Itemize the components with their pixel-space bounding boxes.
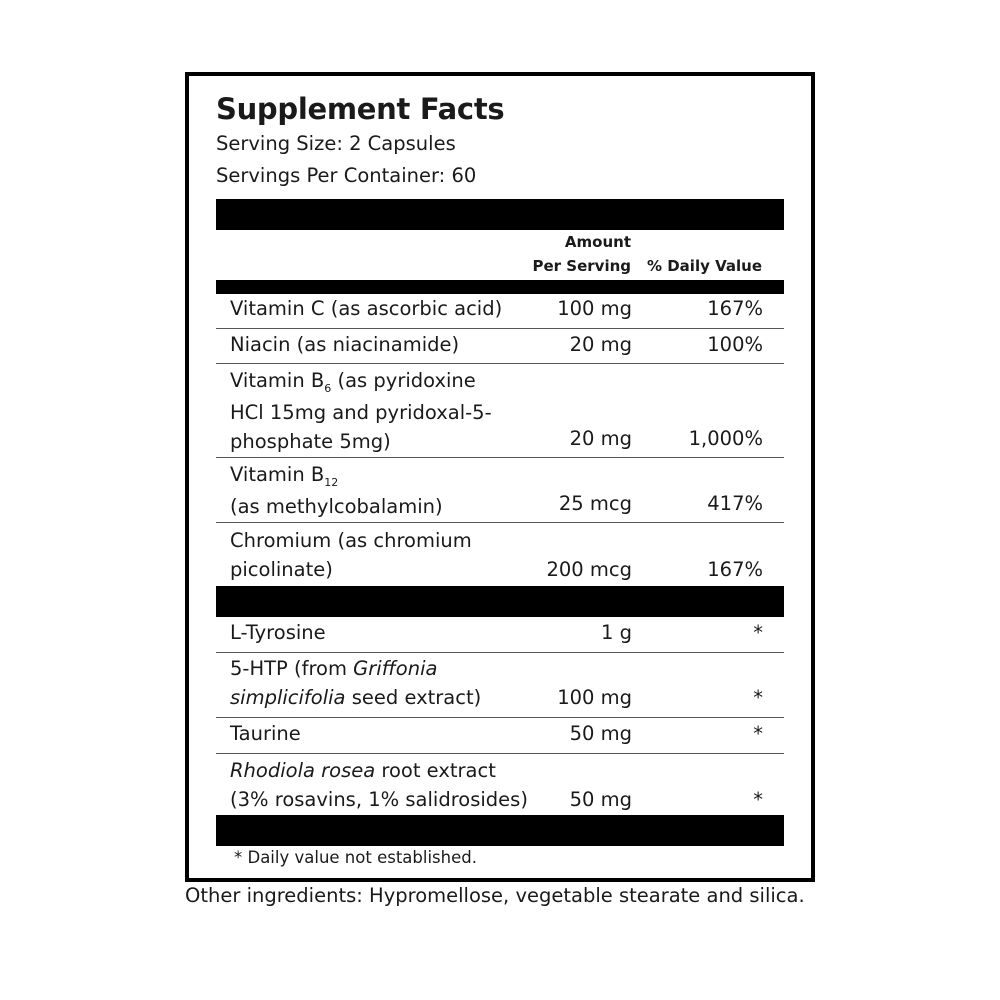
nutrient-daily-value: 1,000%: [688, 427, 763, 450]
thick-divider-top: [216, 199, 784, 230]
ingredient-name: [230, 654, 481, 712]
name-italic-part: Rhodiola rosea: [230, 759, 376, 782]
ingredient-row-5-htp: [216, 652, 784, 718]
nutrient-row-vitamin-b12: [216, 457, 784, 523]
nutrient-amount: 200 mcg: [546, 558, 632, 581]
thick-divider-middle: [216, 586, 784, 617]
panel-title: Supplement Facts: [216, 92, 505, 126]
ingredient-daily-value: *: [753, 722, 763, 745]
nutrient-amount: 100 mg: [557, 297, 632, 320]
nutrient-name: [230, 460, 443, 521]
ingredient-name-line2: [230, 683, 481, 712]
nutrient-name: [230, 366, 492, 456]
name-part: Vitamin B: [230, 369, 325, 392]
ingredient-row-l-tyrosine: [216, 617, 784, 653]
thick-divider-header: [216, 280, 784, 294]
daily-value-footnote: * Daily value not established.: [234, 848, 477, 867]
name-subscript: 12: [324, 476, 339, 489]
nutrient-name-line1: Chromium (as chromium: [230, 529, 472, 552]
nutrient-amount: 20 mg: [569, 333, 632, 356]
thick-divider-bottom: [216, 815, 784, 846]
amount-header-line1: Amount: [564, 233, 631, 251]
ingredient-name-line1: [230, 756, 528, 785]
nutrient-name-line1: [230, 460, 443, 492]
nutrient-name-line2: HCl 15mg and pyridoxal-5-: [230, 401, 492, 424]
amount-header-line2: Per Serving: [532, 257, 631, 275]
ingredient-amount: 50 mg: [569, 788, 632, 811]
ingredient-row-rhodiola-rosea: [216, 753, 784, 815]
ingredient-amount: 50 mg: [569, 722, 632, 745]
nutrient-name-line1: [230, 366, 492, 398]
nutrient-row-vitamin-b6: [216, 363, 784, 458]
nutrient-amount: 20 mg: [569, 427, 632, 450]
nutrient-name: Niacin (as niacinamide): [230, 333, 460, 356]
ingredient-name-line2: (3% rosavins, 1% salidrosides): [230, 788, 528, 811]
nutrient-name-line2: (as methylcobalamin): [230, 495, 443, 518]
ingredient-daily-value: *: [753, 788, 763, 811]
nutrient-name: [230, 526, 472, 584]
supplement-facts-panel: [185, 72, 815, 882]
ingredient-daily-value: *: [753, 621, 763, 644]
name-italic-part: simplicifolia: [230, 686, 346, 709]
name-part: seed extract): [345, 686, 482, 709]
name-part: (as pyridoxine: [331, 369, 476, 392]
nutrient-daily-value: 417%: [707, 492, 763, 515]
nutrient-row-vitamin-c: [216, 293, 784, 329]
nutrient-daily-value: 167%: [707, 558, 763, 581]
serving-size: Serving Size: 2 Capsules: [216, 132, 456, 155]
amount-per-serving-header: [533, 230, 632, 278]
name-subscript: 6: [324, 382, 332, 395]
ingredient-name: [230, 756, 528, 814]
nutrient-row-niacin: [216, 328, 784, 364]
nutrient-name-line3: phosphate 5mg): [230, 430, 391, 453]
nutrient-amount: 25 mcg: [558, 492, 632, 515]
ingredient-name: L-Tyrosine: [230, 621, 326, 644]
name-part: 5-HTP (from: [230, 657, 354, 680]
nutrient-row-chromium: [216, 522, 784, 586]
nutrient-name-line2: picolinate): [230, 558, 333, 581]
nutrient-daily-value: 167%: [707, 297, 763, 320]
name-italic-part: Griffonia: [353, 657, 438, 680]
ingredient-amount: 100 mg: [557, 686, 632, 709]
name-part: root extract: [375, 759, 496, 782]
ingredient-name: Taurine: [230, 722, 301, 745]
name-part: Vitamin B: [230, 463, 325, 486]
ingredient-amount: 1 g: [601, 621, 632, 644]
nutrient-daily-value: 100%: [707, 333, 763, 356]
ingredient-daily-value: *: [753, 686, 763, 709]
nutrient-name: Vitamin C (as ascorbic acid): [230, 297, 503, 320]
ingredient-name-line1: [230, 654, 481, 683]
ingredient-row-taurine: [216, 717, 784, 754]
servings-per-container: Servings Per Container: 60: [216, 164, 477, 187]
other-ingredients: Other ingredients: Hypromellose, vegetable stearate and silica.: [185, 884, 805, 907]
daily-value-header: % Daily Value: [646, 257, 762, 275]
